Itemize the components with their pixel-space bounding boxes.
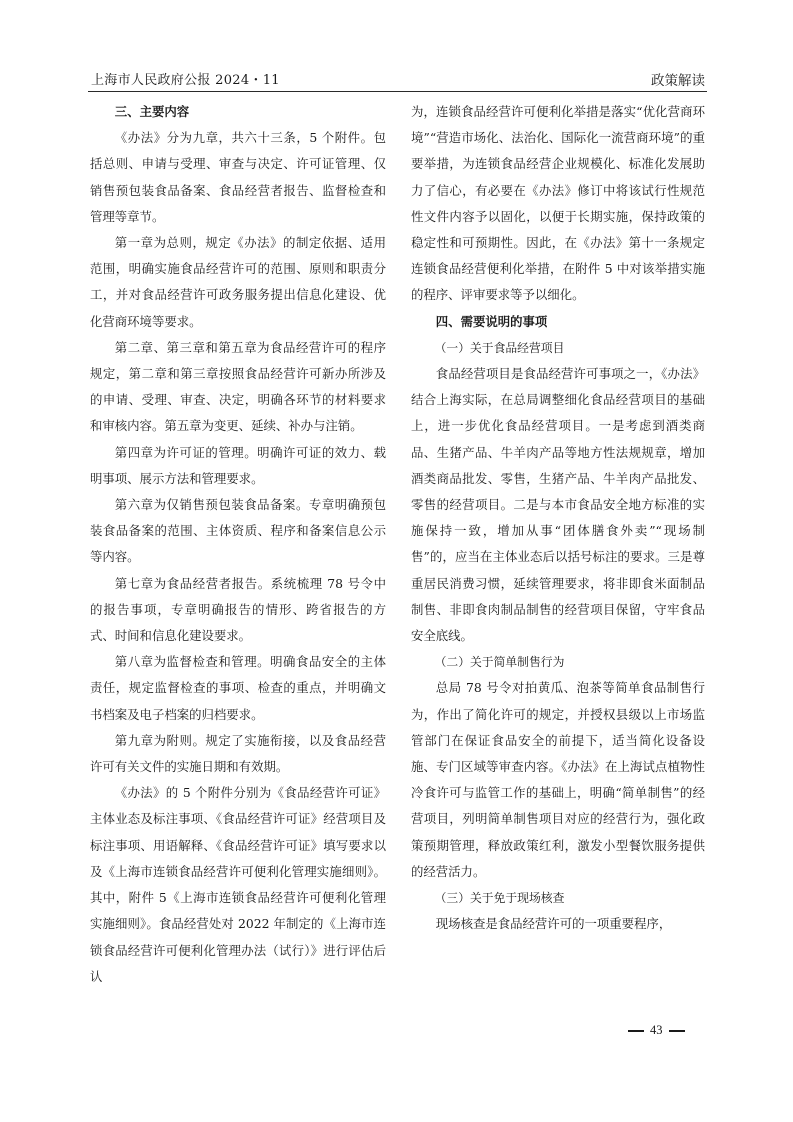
paragraph: 第七章为食品经营者报告。系统梳理 78 号令中的报告事项，专章明确报告的情形、跨省报告的方式、时间和信息化建设要求。 [90,575,386,644]
paragraph: 第九章为附则。规定了实施衔接，以及食品经营许可有关文件的实施日期和有效期。 [90,732,386,775]
paragraph: 第二章、第三章和第五章为食品经营许可的程序规定，第二章和第三章按照食品经营许可新办所涉及的申请、受理、审查、决定，明确各环节的材料要求和审核内容。第五章为变更、延续、补办与注销。 [90,339,386,434]
publication-title: 上海市人民政府公报 2024・11 [91,73,280,88]
paragraph: 现场核查是食品经营许可的一项重要程序， [435,916,672,932]
subsection-heading: （二）关于简单制售行为 [434,655,565,670]
section-title: 政策解读 [651,73,705,89]
paragraph: 食品经营项目是食品经营许可事项之一，《办法》结合上海实际，在总局调整细化食品经营项目的基础上，进一步优化食品经营项目。一是考虑到酒类商品、生猪产品、牛羊肉产品等地方性法规规章，增加酒类商品批发、零售，生猪产品、牛羊肉产品批发、零售的经营项目。二是与本市食品安全地方标准的实施保持一致，增加从事“团体膳食外卖”“现场制售”的，应当在主体业态后以括号标注的要求。三是尊重居民消费习惯，延续管理要求，将非即食米面制品制售、非即食肉制品制售的经营项目保留，守牢食品安全底线。 [411,366,705,644]
paragraph: 《办法》分为九章，共六十三条，5 个附件。包括总则、申请与受理、审查与决定、许可证管理、仅销售预包装食品备案、食品经营者报告、监督检查和管理等章节。 [90,130,386,224]
paragraph-continued: 为，连锁食品经营许可便利化举措是落实“优化营商环境”“营造市场化、法治化、国际化一流营商环境”的重要举措，为连锁食品经营企业规模化、标准化发展助力了信心，有必要在《办法》修订中将该试行性规范性文件内容予以固化，以便于长期实施，保持政策的稳定性和可预期性。因此，在《办法》第十一条规定连锁食品经营便利化举措，在附件 5 中对该举措实施的程序、评审要求等予以细化。 [411,104,705,303]
subsection-heading: （三）关于免于现场核查 [434,891,565,906]
subsection-heading: （一）关于食品经营项目 [434,340,565,355]
header-divider [88,91,707,92]
right-text-column [411,99,705,938]
paragraph: 总局 78 号令对拍黄瓜、泡茶等简单食品制售行为，作出了简化许可的规定，并授权县级以上市场监管部门在保证食品安全的前提下，适当简化设备设施、专门区域等审查内容。《办法》在上海试点植物性冷食许可与监管工作的基础上，明确“简单制售”的经营项目，列明简单制售项目对应的经营行为，强化政策预期管理，释放政策红利，激发小型餐饮服务提供的经营活力。 [411,680,705,879]
paragraph: 第八章为监督检查和管理。明确食品安全的主体责任，规定监督检查的事项、检查的重点，并明确文书档案及电子档案的归档要求。 [90,654,386,722]
paragraph: 第四章为许可证的管理。明确许可证的效力、载明事项、展示方法和管理要求。 [90,444,386,486]
footer-dash-right [669,1030,685,1032]
paragraph: 第一章为总则，规定《办法》的制定依据、适用范围，明确实施食品经营许可的范围、原则和职责分工，并对食品经营许可政务服务提出信息化建设、优化营商环境等要求。 [90,235,386,329]
section-heading: 三、主要内容 [114,104,190,119]
footer-dash-left [628,1030,644,1032]
page-footer [622,1023,691,1038]
left-text-column [90,99,386,990]
paragraph: 第六章为仅销售预包装食品备案。专章明确预包装食品备案的范围、主体资质、程序和备案信息公示等内容。 [90,497,386,565]
paragraph: 《办法》的 5 个附件分别为《食品经营许可证》主体业态及标注事项、《食品经营许可证》经营项目及标注事项、用语解释、《食品经营许可证》填写要求以及《上海市连锁食品经营许可便利化管理实施细则》。其中，附件 5《上海市连锁食品经营许可便利化管理实施细则》。食品经营处对 2022 年制定的《上海市连锁食品经营许可便利化管理办法（试行）》进行评估后认 [90,785,386,984]
page-number: 43 [650,1023,663,1037]
section-heading: 四、需要说明的事项 [435,313,548,329]
